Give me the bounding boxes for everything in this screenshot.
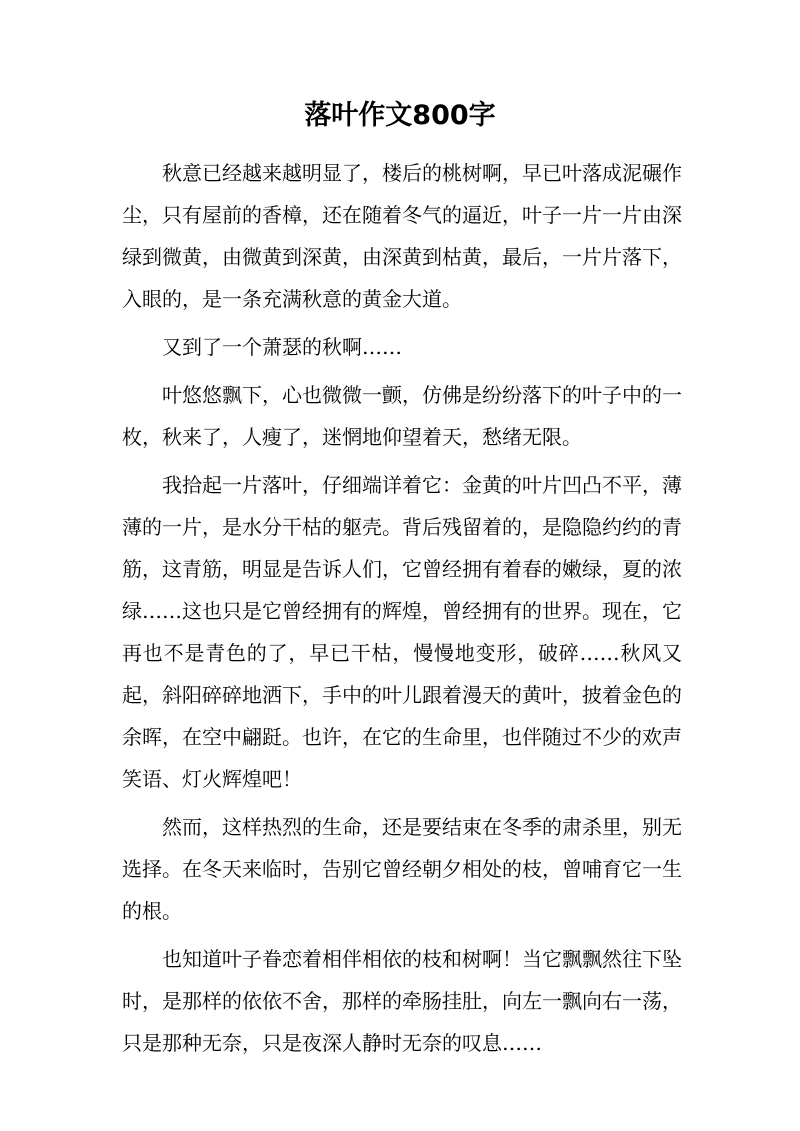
document-title: 落叶作文800字 [304,100,496,131]
paragraph: 也知道叶子眷恋着相伴相依的枝和树啊！当它飘飘然往下坠时，是那样的依依不舍，那样的牵肠挂肚，向左一飘向右一荡，只是那种无奈，只是夜深人静时无奈的叹息…… [122,947,682,1055]
paragraph: 然而，这样热烈的生命，还是要结束在冬季的肃杀里，别无选择。在冬天来临时，告别它曾经朝夕相处的枝，曾哺育它一生的根。 [122,815,682,923]
paragraph: 我拾起一片落叶，仔细端详着它：金黄的叶片凹凸不平，薄薄的一片，是水分干枯的躯壳。背后残留着的，是隐隐约约的青筋，这青筋，明显是告诉人们，它曾经拥有着春的嫩绿，夏的浓绿……这也只是它曾经拥有的辉煌，曾经拥有的世界。现在，它再也不是青色的了，早已干枯，慢慢地变形，破碎……秋风又起，斜阳碎碎地洒下，手中的叶儿跟着漫天的黄叶，披着金色的余晖，在空中翩跹。也许，在它的生命里，也伴随过不少的欢声笑语、灯火辉煌吧！ [122,473,682,791]
paragraph: 秋意已经越来越明显了，楼后的桃树啊，早已叶落成泥碾作尘，只有屋前的香樟，还在随着冬气的逼近，叶子一片一片由深绿到微黄，由微黄到深黄，由深黄到枯黄，最后，一片片落下，入眼的，是一条充满秋意的黄金大道。 [122,161,682,311]
document-body [122,152,682,1070]
paragraph: 又到了一个萧瑟的秋啊…… [162,335,402,359]
paragraph: 叶悠悠飘下，心也微微一颤，仿佛是纷纷落下的叶子中的一枚，秋来了，人瘦了，迷惘地仰望着天，愁绪无限。 [122,383,682,449]
